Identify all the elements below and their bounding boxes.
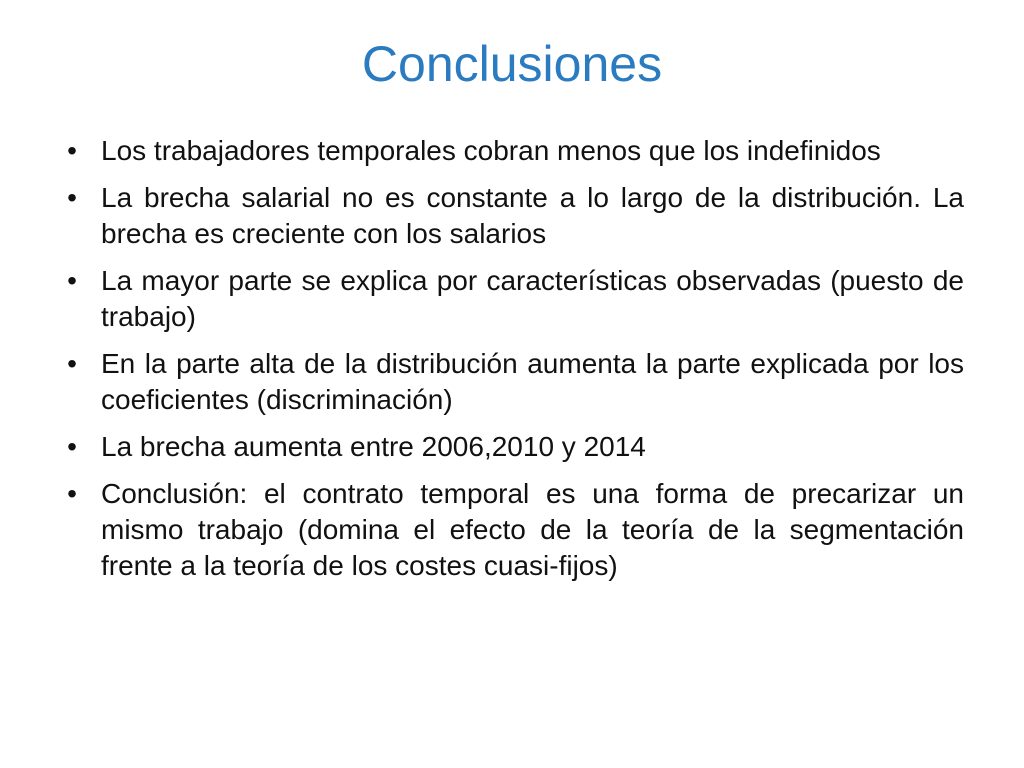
bullet-dot-icon: • [67, 182, 77, 213]
bullet-dot-icon: • [67, 431, 77, 462]
bullet-text: La brecha salarial no es constante a lo largo de la distribución. La brecha es creciente con los salarios [101, 182, 964, 249]
bullet-item [62, 180, 964, 252]
bullet-text: La brecha aumenta entre 2006,2010 y 2014 [101, 431, 646, 462]
slide-title: Conclusiones [361, 36, 663, 92]
bullet-dot-icon: • [67, 478, 77, 509]
bullet-text: Los trabajadores temporales cobran menos que los indefinidos [101, 135, 881, 166]
bullet-item [62, 346, 964, 418]
bullet-item [62, 133, 964, 169]
bullet-item [62, 263, 964, 335]
bullet-dot-icon: • [67, 348, 77, 379]
bullet-dot-icon: • [67, 265, 77, 296]
bullet-dot-icon: • [67, 135, 77, 166]
bullet-item [62, 476, 964, 584]
bullet-text: La mayor parte se explica por características observadas (puesto de trabajo) [101, 265, 964, 332]
bullet-text: En la parte alta de la distribución aumenta la parte explicada por los coeficientes (discriminación) [101, 348, 964, 415]
bullet-text: Conclusión: el contrato temporal es una forma de precarizar un mismo trabajo (domina el efecto de la teoría de la segmentación frente a la teoría de los costes cuasi-fijos) [101, 478, 964, 581]
bullet-list [62, 133, 964, 595]
bullet-item [62, 429, 964, 465]
